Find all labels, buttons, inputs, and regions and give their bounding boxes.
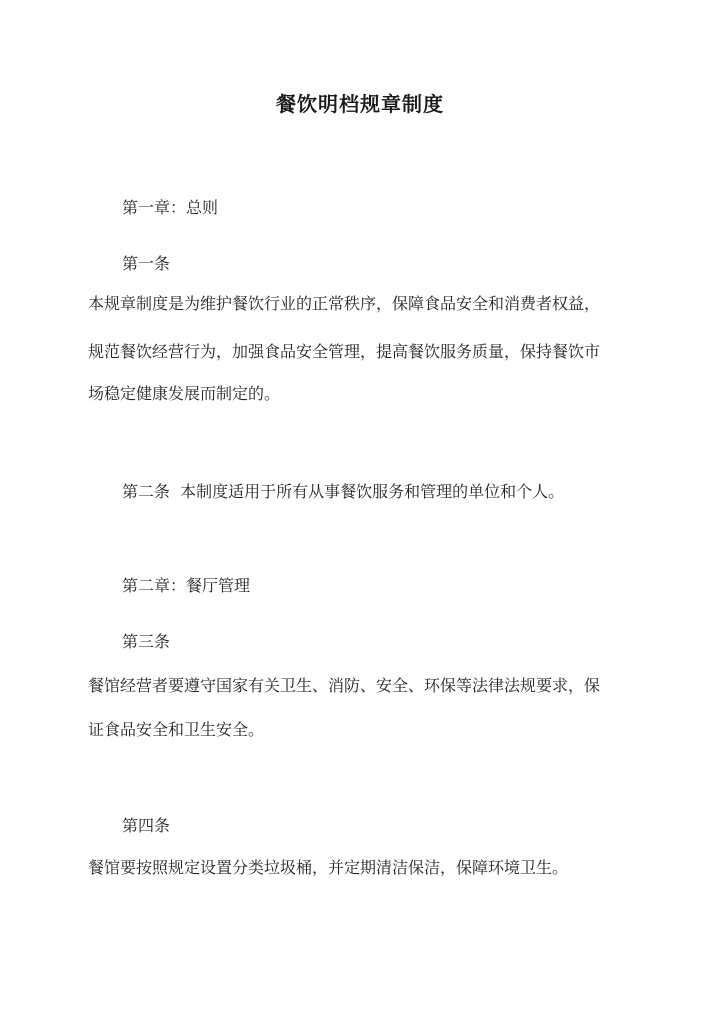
article-2-text: 第二条 本制度适用于所有从事餐饮服务和管理的单位和个人。 (122, 482, 565, 501)
article-1-line-2: 规范餐饮经营行为，加强食品安全管理，提高餐饮服务质量，保持餐饮市 (88, 342, 601, 361)
article-1-label: 第一条 (122, 254, 171, 273)
article-3-line-1: 餐馆经营者要遵守国家有关卫生、消防、安全、环保等法律法规要求，保 (88, 676, 601, 695)
chapter-1-heading: 第一章：总则 (122, 198, 219, 217)
article-3-label: 第三条 (122, 632, 171, 651)
article-4-label: 第四条 (122, 816, 171, 835)
document-title: 餐饮明档规章制度 (276, 92, 444, 116)
article-1-line-1: 本规章制度是为维护餐饮行业的正常秩序，保障食品安全和消费者权益， (88, 294, 601, 313)
article-3-line-2: 证食品安全和卫生安全。 (88, 720, 265, 739)
article-1-line-3: 场稳定健康发展而制定的。 (88, 384, 281, 403)
article-4-line-1: 餐馆要按照规定设置分类垃圾桶，并定期清洁保洁，保障环境卫生。 (88, 858, 569, 877)
chapter-2-heading: 第二章：餐厅管理 (122, 576, 251, 595)
